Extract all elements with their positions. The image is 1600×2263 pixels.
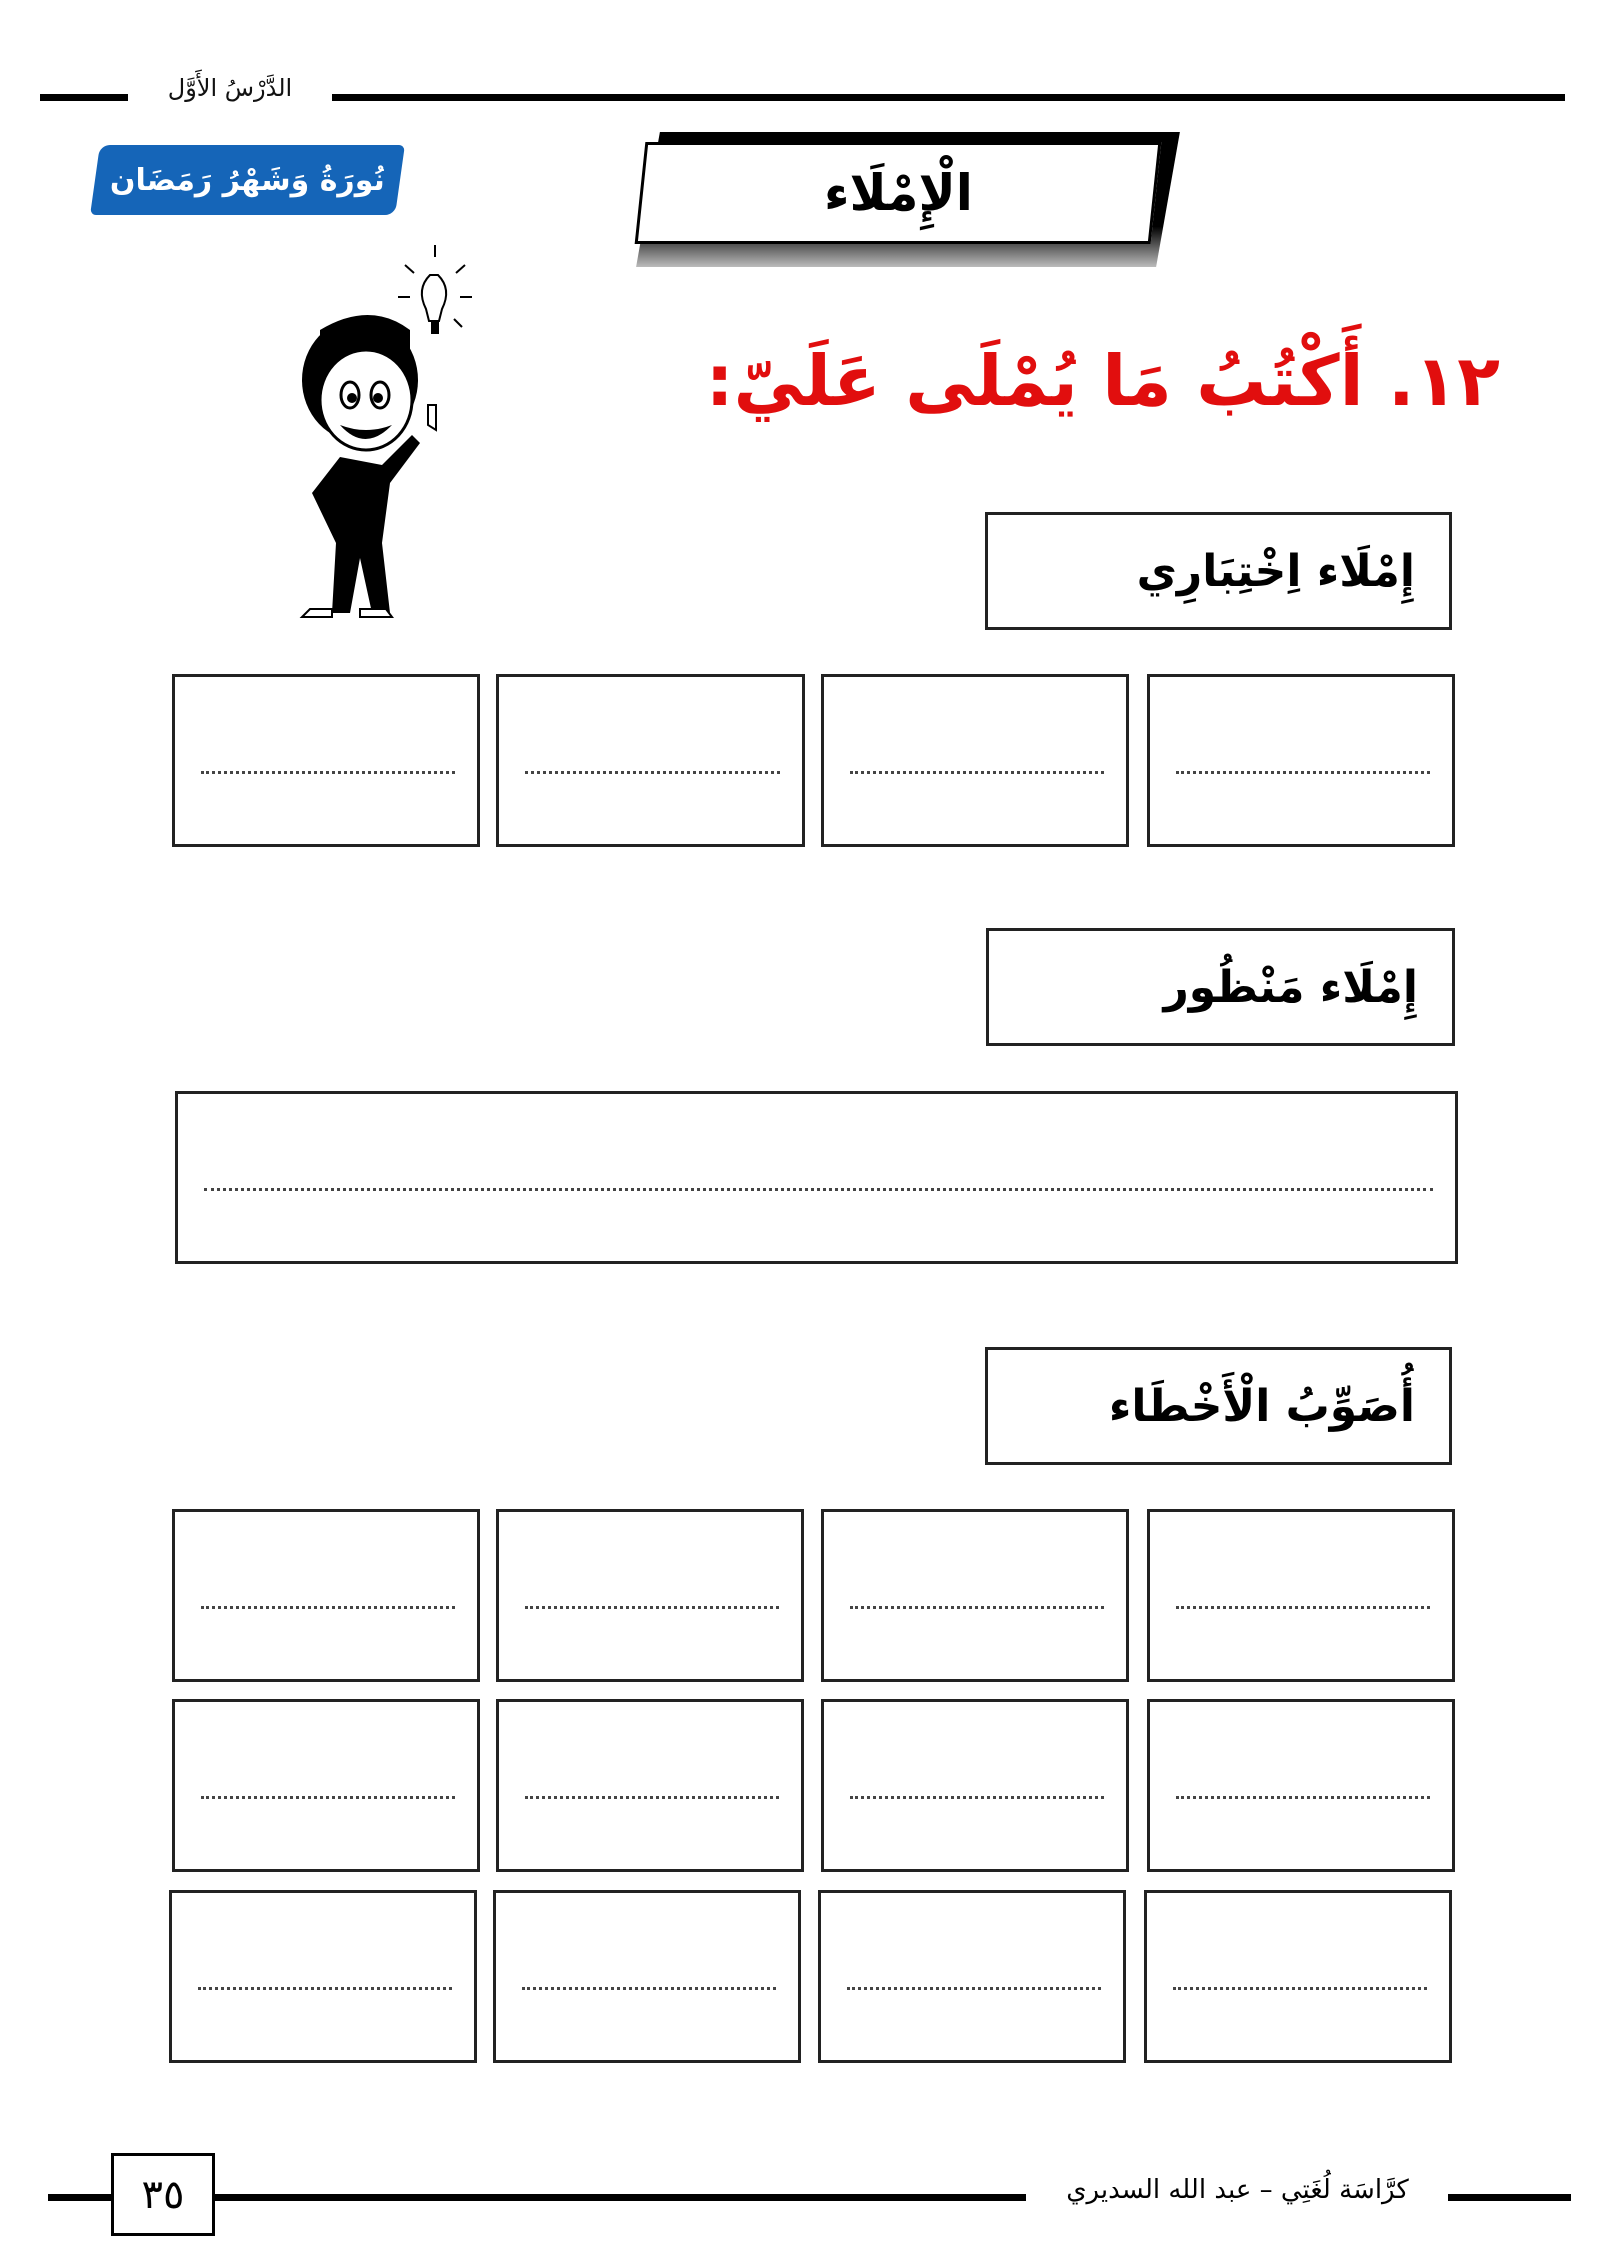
answer-box[interactable] (169, 1890, 477, 2063)
answer-box[interactable] (821, 1699, 1129, 1872)
answer-box[interactable] (818, 1890, 1126, 2063)
answer-line[interactable] (525, 1796, 779, 1799)
answer-line[interactable] (525, 771, 780, 774)
answer-line[interactable] (201, 1606, 455, 1609)
answer-box[interactable] (496, 1509, 804, 1682)
question-heading: ١٢. أَكْتُبُ مَا يُمْلَى عَلَيّ: (705, 340, 1500, 422)
answer-box[interactable] (172, 674, 480, 847)
answer-line[interactable] (850, 1606, 1104, 1609)
footer-rule-left (48, 2194, 111, 2201)
answer-box[interactable] (172, 1509, 480, 1682)
header-rule-left (40, 94, 128, 101)
answer-line[interactable] (1176, 771, 1430, 774)
book-credit: كرَّاسَة لُغَتِي – عبد الله السديري (1066, 2175, 1409, 2205)
section-label-text: أُصَوِّبُ الْأَخْطَاء (1108, 1380, 1415, 1432)
section-label-correct-mistakes (985, 1347, 1452, 1465)
answer-line[interactable] (847, 1987, 1101, 1990)
answer-line[interactable] (201, 771, 455, 774)
boy-with-lightbulb-illustration (280, 235, 500, 625)
answer-line[interactable] (1173, 1987, 1427, 1990)
header-rule-right (332, 94, 1565, 101)
section-label-text: إِمْلَاء اِخْتِبَارِي (1136, 545, 1415, 597)
answer-box[interactable] (1147, 1699, 1455, 1872)
answer-box[interactable] (1147, 1509, 1455, 1682)
answer-line[interactable] (522, 1987, 776, 1990)
page-title: الْإِمْلَاء (823, 164, 973, 222)
answer-box[interactable] (493, 1890, 801, 2063)
answer-line[interactable] (204, 1188, 1433, 1191)
footer-rule-right (1448, 2194, 1571, 2201)
section-label-text: إِمْلَاء مَنْظُور (1163, 961, 1418, 1013)
answer-line[interactable] (525, 1606, 779, 1609)
unit-badge (90, 145, 405, 215)
wide-answer-box[interactable] (175, 1091, 1458, 1264)
page-number-box (111, 2153, 215, 2236)
lesson-label: الدَّرْسُ الأَوَّل (167, 74, 293, 102)
answer-line[interactable] (850, 1796, 1104, 1799)
answer-line[interactable] (198, 1987, 452, 1990)
lightbulb-icon (398, 245, 472, 333)
answer-box[interactable] (1144, 1890, 1452, 2063)
footer-rule-middle (215, 2194, 1026, 2201)
answer-line[interactable] (201, 1796, 455, 1799)
answer-box[interactable] (172, 1699, 480, 1872)
section-label-viewed-dictation (986, 928, 1455, 1046)
section-label-test-dictation (985, 512, 1452, 630)
answer-box[interactable] (821, 1509, 1129, 1682)
answer-box[interactable] (821, 674, 1129, 847)
page-title-box (635, 142, 1162, 244)
unit-badge-text: نُورَةُ وَشَهْرُ رَمَضَان (110, 162, 385, 198)
answer-box[interactable] (1147, 674, 1455, 847)
answer-line[interactable] (1176, 1606, 1430, 1609)
answer-line[interactable] (850, 771, 1104, 774)
answer-line[interactable] (1176, 1796, 1430, 1799)
answer-box[interactable] (496, 674, 805, 847)
answer-box[interactable] (496, 1699, 804, 1872)
page-number: ٣٥ (141, 2171, 185, 2218)
